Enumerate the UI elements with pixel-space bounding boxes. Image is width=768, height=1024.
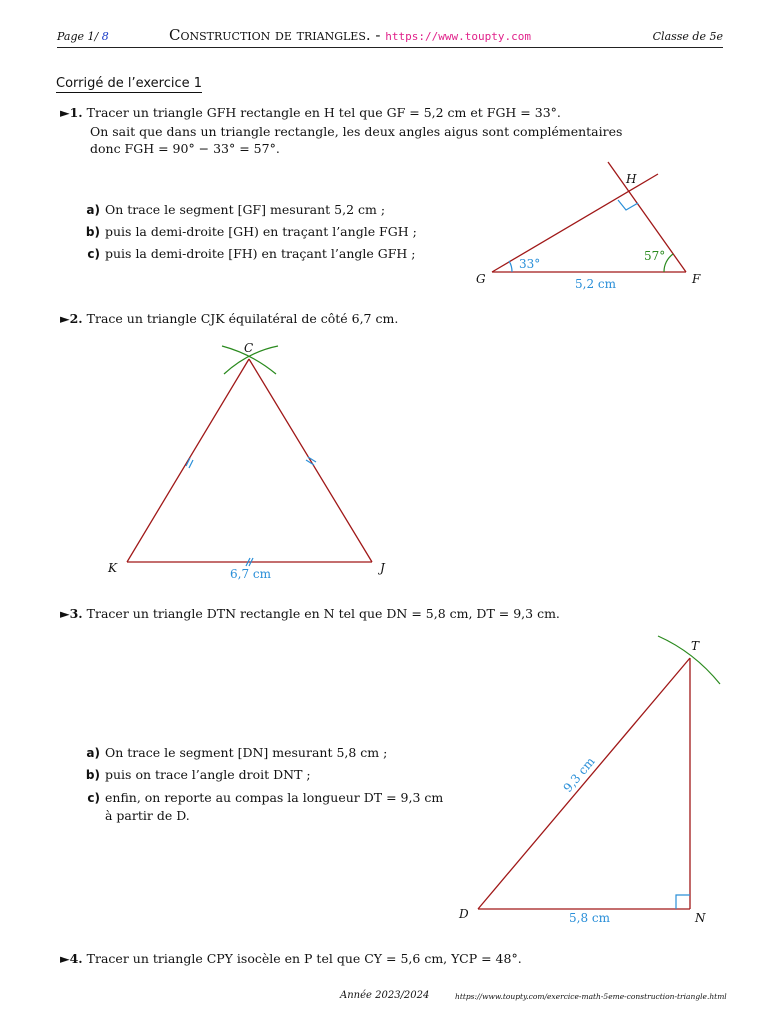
exercise-2-statement: Trace un triangle CJK équilatéral de côté 6,7 cm. [86, 311, 399, 326]
exercise-4-heading [60, 950, 522, 967]
label-h: H [626, 172, 637, 186]
label-n: N [695, 911, 706, 925]
right-angle-mark-n [676, 895, 690, 909]
exercise-3-number: ►3. [60, 606, 83, 621]
class-label: Classe de 5e [652, 30, 723, 43]
exercise-1-step-a: a) On trace le segment [GF] mesurant 5,2 cm ; [86, 202, 386, 217]
footer-year: Année 2023/2024 [340, 990, 430, 1001]
section-title: Corrigé de l’exercice 1 [56, 76, 203, 91]
label-t: T [691, 639, 700, 653]
label-f: F [692, 272, 701, 286]
title-url-link[interactable]: https://www.toupty.com [385, 30, 531, 43]
exercise-3-statement: Tracer un triangle DTN rectangle en N tel que DN = 5,8 cm, DT = 9,3 cm. [86, 606, 560, 621]
footer-url-link[interactable]: https://www.toupty.com/exercice-math-5eme-construction-triangle.html [455, 992, 727, 1001]
exercise-1-explanation-2: donc FGH = 90° − 33° = 57°. [90, 141, 280, 156]
length-dn: 5,8 cm [569, 911, 610, 925]
exercise-3-step-b: b) puis on trace l’angle droit DNT ; [85, 767, 311, 782]
label-c: C [244, 341, 254, 355]
page-prefix: Page 1/ [57, 30, 99, 43]
length-dt: 9,3 cm [560, 754, 598, 795]
exercise-2-number: ►2. [60, 311, 83, 326]
exercise-3-step-a: a) On trace le segment [DN] mesurant 5,8 cm ; [86, 745, 388, 760]
length-kj: 6,7 cm [230, 567, 271, 581]
page-total-link[interactable]: 8 [101, 30, 109, 43]
length-gf: 5,2 cm [575, 277, 616, 291]
label-g: G [476, 272, 486, 286]
segment-dt [478, 658, 690, 909]
exercise-1-number: ►1. [60, 105, 83, 120]
exercise-3-step-c: c) enfin, on reporte au compas la longueur DT = 9,3 cm [87, 790, 444, 805]
exercise-1-statement: Tracer un triangle GFH rectangle en H tel que GF = 5,2 cm et FGH = 33°. [86, 105, 561, 120]
exercise-4-statement: Tracer un triangle CPY isocèle en P tel que CY = 5,6 cm, YCP = 48°. [86, 951, 522, 966]
exercise-1-step-c: c) puis la demi-droite [FH) en traçant l’angle GFH ; [87, 246, 416, 261]
angle-value-g: 33° [519, 257, 541, 271]
label-d: D [459, 907, 469, 921]
exercise-1-step-b: b) puis la demi-droite [GH) en traçant l’angle FGH ; [85, 224, 417, 239]
title-text: Construction de triangles. - [169, 26, 386, 44]
exercise-3-step-c-continuation: à partir de D. [105, 808, 190, 823]
exercise-4-number: ►4. [60, 951, 83, 966]
exercise-1-explanation-1: On sait que dans un triangle rectangle, les deux angles aigus sont complémentaires [90, 124, 623, 139]
label-j: J [380, 561, 385, 575]
label-k: K [108, 561, 117, 575]
angle-value-f: 57° [644, 249, 666, 263]
